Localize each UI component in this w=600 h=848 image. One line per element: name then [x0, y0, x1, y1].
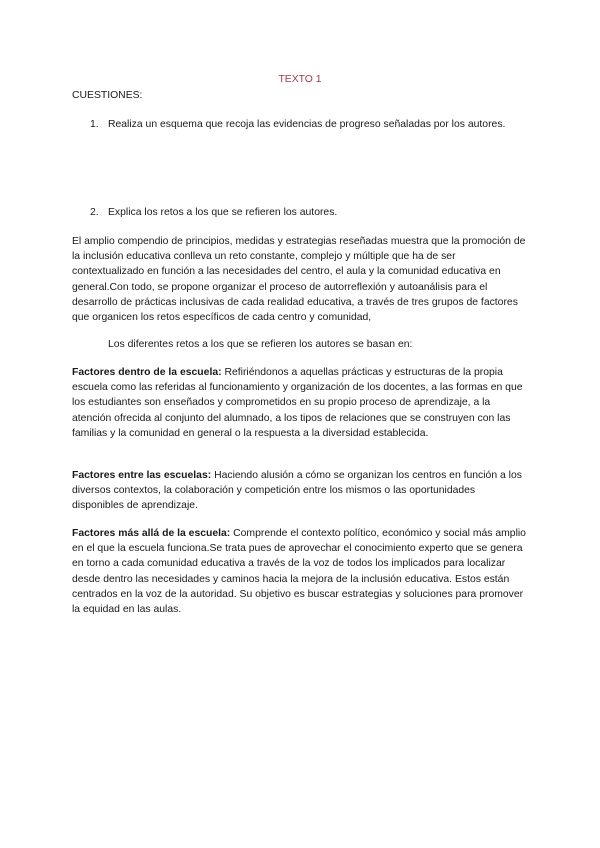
factor-text: Haciendo alusión a cómo se organizan los centros en función a los diversos contextos, la colaboración y competición entre los mismos o las oportunidades disponibles de aprendizaje.: [72, 470, 522, 512]
factor-heading: Factores dentro de la escuela:: [72, 367, 222, 378]
list-intro: Los diferentes retos a los que se refieren los autores se basan en:: [108, 339, 413, 350]
document-title: TEXTO 1: [278, 74, 322, 85]
factor-text: Comprende el contexto político, económico y social más amplio en el que la escuela funciona.Se trata pues de aprovechar el conocimiento experto que se genera en torno a cada comunidad educativa a través de la voz de todos los implicados para localizar desde dentro las necesidades y caminos hacia la mejora de la inclusión educativa. Estos están centrados en la voz de la autoridad. Su objetivo es buscar estrategias y soluciones para promover la equidad en las aulas.: [72, 528, 526, 616]
question-number: 2.: [90, 207, 99, 218]
intro-paragraph: El amplio compendio de principios, medidas y estrategias reseñadas muestra que la promoción de la inclusión educativa conlleva un reto constante, complejo y múltiple que ha de ser contextualizado en función a las necesidades del centro, el aula y la comunidad educativa en general.Con todo, se propone organizar el proceso de autorreflexión y autoanálisis para el desarrollo de prácticas inclusivas de cada realidad educativa, a través de tres grupos de factores que organicen los retos específicos de cada centro y comunidad,: [72, 236, 526, 324]
section-label: CUESTIONES:: [72, 90, 143, 101]
factor-paragraph: [72, 365, 528, 441]
factor-heading: Factores entre las escuelas:: [72, 470, 212, 481]
factor-heading: Factores más allá de la escuela:: [72, 528, 231, 539]
question-text: Explica los retos a los que se refieren los autores.: [108, 207, 338, 218]
question-number: 1.: [90, 119, 99, 130]
factor-paragraph: [72, 468, 528, 514]
factor-text: Refiriéndonos a aquellas prácticas y estructuras de la propia escuela como las referidas al funcionamiento y organización de los docentes, a las formas en que los estudiantes son enseñados y comprometidos en su propio proceso de aprendizaje, a la atención ofrecida al conjunto del alumnado, a los tipos de relaciones que se construyen con las familias y la comunidad en general o la respuesta a la diversidad establecida.: [72, 367, 523, 439]
question-text: Realiza un esquema que recoja las evidencias de progreso señaladas por los autores.: [108, 119, 506, 130]
factor-paragraph: [72, 526, 528, 617]
